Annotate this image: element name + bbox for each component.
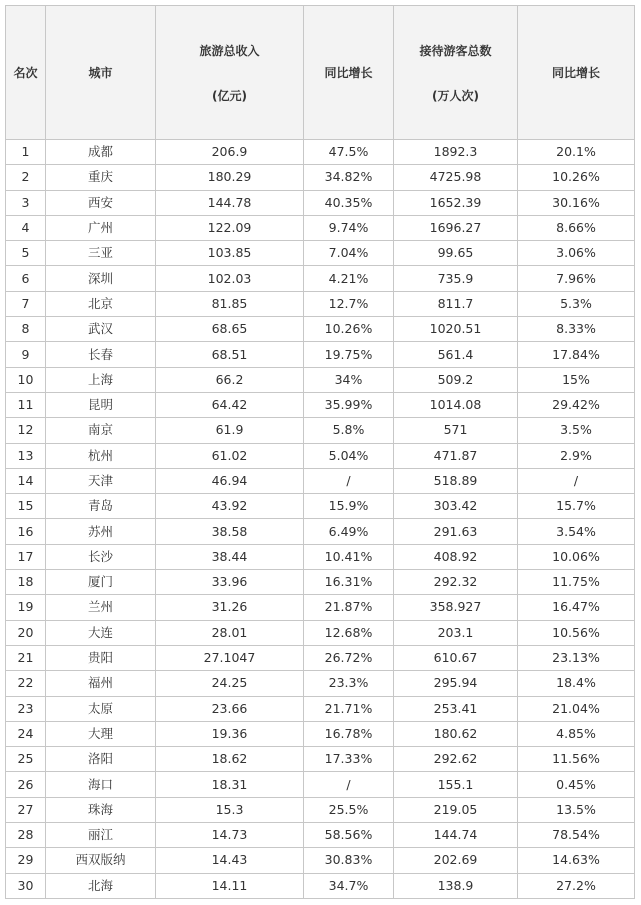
cell-visitors: 471.87 bbox=[394, 443, 518, 468]
cell-visitors: 203.1 bbox=[394, 620, 518, 645]
cell-revenue: 103.85 bbox=[156, 241, 304, 266]
table-row bbox=[6, 215, 635, 240]
cell-rank: 5 bbox=[6, 241, 46, 266]
cell-visitors: 292.32 bbox=[394, 570, 518, 595]
cell-revenue: 81.85 bbox=[156, 291, 304, 316]
header-visitors-label: 接待游客总数 bbox=[419, 43, 492, 58]
cell-city: 福州 bbox=[46, 671, 156, 696]
cell-visitors: 291.63 bbox=[394, 519, 518, 544]
cell-visitors: 295.94 bbox=[394, 671, 518, 696]
cell-visitors-growth: 3.5% bbox=[518, 418, 635, 443]
cell-rank: 3 bbox=[6, 190, 46, 215]
table-row bbox=[6, 823, 635, 848]
table-row bbox=[6, 797, 635, 822]
table-row bbox=[6, 241, 635, 266]
table-row bbox=[6, 190, 635, 215]
cell-city: 西安 bbox=[46, 190, 156, 215]
cell-revenue-growth: 34.7% bbox=[304, 873, 394, 898]
table-row bbox=[6, 317, 635, 342]
cell-city: 大理 bbox=[46, 721, 156, 746]
cell-revenue-growth: 12.68% bbox=[304, 620, 394, 645]
cell-city: 丽江 bbox=[46, 823, 156, 848]
header-rank: 名次 bbox=[6, 6, 46, 140]
cell-revenue: 66.2 bbox=[156, 367, 304, 392]
cell-revenue-growth: 12.7% bbox=[304, 291, 394, 316]
cell-revenue: 24.25 bbox=[156, 671, 304, 696]
cell-rank: 19 bbox=[6, 595, 46, 620]
cell-rank: 30 bbox=[6, 873, 46, 898]
cell-visitors-growth: 17.84% bbox=[518, 342, 635, 367]
cell-city: 三亚 bbox=[46, 241, 156, 266]
cell-revenue-growth: 10.41% bbox=[304, 544, 394, 569]
cell-rank: 4 bbox=[6, 215, 46, 240]
cell-revenue: 14.11 bbox=[156, 873, 304, 898]
cell-revenue: 68.51 bbox=[156, 342, 304, 367]
cell-rank: 18 bbox=[6, 570, 46, 595]
cell-revenue-growth: 25.5% bbox=[304, 797, 394, 822]
cell-city: 北京 bbox=[46, 291, 156, 316]
cell-city: 长沙 bbox=[46, 544, 156, 569]
header-visitors-growth: 同比增长 bbox=[518, 6, 635, 140]
cell-visitors: 303.42 bbox=[394, 494, 518, 519]
cell-revenue: 15.3 bbox=[156, 797, 304, 822]
cell-visitors-growth: 10.06% bbox=[518, 544, 635, 569]
cell-revenue: 68.65 bbox=[156, 317, 304, 342]
cell-visitors: 155.1 bbox=[394, 772, 518, 797]
cell-revenue: 61.02 bbox=[156, 443, 304, 468]
cell-rank: 11 bbox=[6, 392, 46, 417]
table-row bbox=[6, 848, 635, 873]
cell-revenue: 28.01 bbox=[156, 620, 304, 645]
cell-visitors-growth: 10.56% bbox=[518, 620, 635, 645]
cell-visitors: 561.4 bbox=[394, 342, 518, 367]
cell-visitors-growth: 10.26% bbox=[518, 165, 635, 190]
table-row bbox=[6, 468, 635, 493]
table-row bbox=[6, 165, 635, 190]
cell-revenue-growth: 9.74% bbox=[304, 215, 394, 240]
cell-visitors: 253.41 bbox=[394, 696, 518, 721]
table-row bbox=[6, 291, 635, 316]
cell-city: 兰州 bbox=[46, 595, 156, 620]
cell-revenue: 38.44 bbox=[156, 544, 304, 569]
cell-visitors-growth: / bbox=[518, 468, 635, 493]
cell-city: 广州 bbox=[46, 215, 156, 240]
cell-rank: 22 bbox=[6, 671, 46, 696]
cell-visitors-growth: 20.1% bbox=[518, 140, 635, 165]
cell-visitors-growth: 16.47% bbox=[518, 595, 635, 620]
table-header bbox=[6, 6, 635, 140]
cell-rank: 14 bbox=[6, 468, 46, 493]
cell-visitors-growth: 2.9% bbox=[518, 443, 635, 468]
cell-city: 重庆 bbox=[46, 165, 156, 190]
cell-city: 西双版纳 bbox=[46, 848, 156, 873]
cell-visitors-growth: 8.33% bbox=[518, 317, 635, 342]
cell-city: 成都 bbox=[46, 140, 156, 165]
cell-city: 海口 bbox=[46, 772, 156, 797]
table-row bbox=[6, 570, 635, 595]
cell-revenue-growth: 6.49% bbox=[304, 519, 394, 544]
cell-visitors-growth: 21.04% bbox=[518, 696, 635, 721]
cell-city: 大连 bbox=[46, 620, 156, 645]
cell-revenue: 102.03 bbox=[156, 266, 304, 291]
table-row bbox=[6, 747, 635, 772]
table-row bbox=[6, 595, 635, 620]
cell-revenue-growth: 5.8% bbox=[304, 418, 394, 443]
cell-revenue: 18.31 bbox=[156, 772, 304, 797]
cell-visitors: 358.927 bbox=[394, 595, 518, 620]
cell-rank: 12 bbox=[6, 418, 46, 443]
table-row bbox=[6, 342, 635, 367]
cell-visitors-growth: 13.5% bbox=[518, 797, 635, 822]
cell-rank: 20 bbox=[6, 620, 46, 645]
cell-revenue-growth: 21.71% bbox=[304, 696, 394, 721]
cell-revenue: 43.92 bbox=[156, 494, 304, 519]
cell-revenue: 31.26 bbox=[156, 595, 304, 620]
cell-rank: 26 bbox=[6, 772, 46, 797]
cell-city: 深圳 bbox=[46, 266, 156, 291]
cell-revenue-growth: / bbox=[304, 772, 394, 797]
cell-city: 武汉 bbox=[46, 317, 156, 342]
table-row bbox=[6, 873, 635, 898]
cell-rank: 15 bbox=[6, 494, 46, 519]
cell-visitors-growth: 3.06% bbox=[518, 241, 635, 266]
cell-rank: 29 bbox=[6, 848, 46, 873]
cell-revenue: 206.9 bbox=[156, 140, 304, 165]
cell-revenue-growth: 16.31% bbox=[304, 570, 394, 595]
header-visitors-unit: (万人次) bbox=[432, 88, 479, 103]
cell-rank: 9 bbox=[6, 342, 46, 367]
cell-visitors-growth: 18.4% bbox=[518, 671, 635, 696]
cell-visitors: 1020.51 bbox=[394, 317, 518, 342]
cell-visitors-growth: 29.42% bbox=[518, 392, 635, 417]
header-visitors bbox=[394, 6, 518, 140]
cell-visitors: 180.62 bbox=[394, 721, 518, 746]
header-city: 城市 bbox=[46, 6, 156, 140]
header-revenue-growth: 同比增长 bbox=[304, 6, 394, 140]
table-row bbox=[6, 671, 635, 696]
cell-visitors: 1696.27 bbox=[394, 215, 518, 240]
cell-revenue: 27.1047 bbox=[156, 645, 304, 670]
cell-revenue-growth: / bbox=[304, 468, 394, 493]
cell-rank: 27 bbox=[6, 797, 46, 822]
cell-city: 苏州 bbox=[46, 519, 156, 544]
cell-visitors-growth: 11.75% bbox=[518, 570, 635, 595]
table-row bbox=[6, 443, 635, 468]
tourism-ranking-table bbox=[5, 5, 635, 899]
table-row bbox=[6, 696, 635, 721]
cell-revenue-growth: 15.9% bbox=[304, 494, 394, 519]
table-row bbox=[6, 645, 635, 670]
header-revenue-label: 旅游总收入 bbox=[199, 43, 260, 58]
cell-visitors: 518.89 bbox=[394, 468, 518, 493]
cell-revenue-growth: 34.82% bbox=[304, 165, 394, 190]
cell-visitors-growth: 7.96% bbox=[518, 266, 635, 291]
table-body bbox=[6, 140, 635, 899]
cell-visitors-growth: 3.54% bbox=[518, 519, 635, 544]
cell-revenue: 23.66 bbox=[156, 696, 304, 721]
cell-revenue-growth: 19.75% bbox=[304, 342, 394, 367]
cell-visitors-growth: 14.63% bbox=[518, 848, 635, 873]
table-row bbox=[6, 544, 635, 569]
cell-revenue-growth: 40.35% bbox=[304, 190, 394, 215]
cell-revenue: 144.78 bbox=[156, 190, 304, 215]
table-row bbox=[6, 494, 635, 519]
cell-revenue-growth: 17.33% bbox=[304, 747, 394, 772]
header-revenue-unit: (亿元) bbox=[212, 88, 247, 103]
cell-visitors-growth: 30.16% bbox=[518, 190, 635, 215]
cell-rank: 6 bbox=[6, 266, 46, 291]
table-row bbox=[6, 140, 635, 165]
cell-city: 上海 bbox=[46, 367, 156, 392]
cell-city: 杭州 bbox=[46, 443, 156, 468]
cell-visitors: 1014.08 bbox=[394, 392, 518, 417]
cell-revenue-growth: 23.3% bbox=[304, 671, 394, 696]
cell-rank: 23 bbox=[6, 696, 46, 721]
cell-rank: 21 bbox=[6, 645, 46, 670]
header-row bbox=[6, 6, 635, 140]
cell-city: 洛阳 bbox=[46, 747, 156, 772]
cell-visitors-growth: 8.66% bbox=[518, 215, 635, 240]
ranking-table-container bbox=[5, 5, 635, 899]
cell-visitors: 138.9 bbox=[394, 873, 518, 898]
cell-rank: 16 bbox=[6, 519, 46, 544]
cell-visitors-growth: 15% bbox=[518, 367, 635, 392]
cell-visitors: 202.69 bbox=[394, 848, 518, 873]
cell-city: 厦门 bbox=[46, 570, 156, 595]
cell-revenue-growth: 5.04% bbox=[304, 443, 394, 468]
cell-rank: 2 bbox=[6, 165, 46, 190]
cell-revenue: 46.94 bbox=[156, 468, 304, 493]
cell-visitors-growth: 27.2% bbox=[518, 873, 635, 898]
cell-visitors: 4725.98 bbox=[394, 165, 518, 190]
table-row bbox=[6, 392, 635, 417]
cell-revenue-growth: 30.83% bbox=[304, 848, 394, 873]
cell-city: 昆明 bbox=[46, 392, 156, 417]
cell-revenue: 19.36 bbox=[156, 721, 304, 746]
cell-revenue: 18.62 bbox=[156, 747, 304, 772]
cell-revenue: 14.43 bbox=[156, 848, 304, 873]
cell-visitors-growth: 78.54% bbox=[518, 823, 635, 848]
cell-rank: 7 bbox=[6, 291, 46, 316]
cell-visitors: 144.74 bbox=[394, 823, 518, 848]
cell-revenue-growth: 10.26% bbox=[304, 317, 394, 342]
cell-rank: 10 bbox=[6, 367, 46, 392]
cell-revenue-growth: 4.21% bbox=[304, 266, 394, 291]
table-row bbox=[6, 266, 635, 291]
cell-revenue: 33.96 bbox=[156, 570, 304, 595]
cell-visitors-growth: 0.45% bbox=[518, 772, 635, 797]
cell-revenue: 122.09 bbox=[156, 215, 304, 240]
cell-visitors: 1652.39 bbox=[394, 190, 518, 215]
cell-rank: 28 bbox=[6, 823, 46, 848]
cell-visitors: 408.92 bbox=[394, 544, 518, 569]
cell-visitors-growth: 11.56% bbox=[518, 747, 635, 772]
cell-revenue-growth: 35.99% bbox=[304, 392, 394, 417]
cell-city: 青岛 bbox=[46, 494, 156, 519]
cell-revenue-growth: 34% bbox=[304, 367, 394, 392]
table-row bbox=[6, 620, 635, 645]
cell-revenue-growth: 21.87% bbox=[304, 595, 394, 620]
cell-city: 南京 bbox=[46, 418, 156, 443]
cell-revenue: 180.29 bbox=[156, 165, 304, 190]
cell-visitors: 610.67 bbox=[394, 645, 518, 670]
cell-revenue: 64.42 bbox=[156, 392, 304, 417]
cell-revenue: 61.9 bbox=[156, 418, 304, 443]
header-revenue bbox=[156, 6, 304, 140]
cell-visitors: 509.2 bbox=[394, 367, 518, 392]
cell-city: 太原 bbox=[46, 696, 156, 721]
cell-revenue-growth: 7.04% bbox=[304, 241, 394, 266]
table-row bbox=[6, 772, 635, 797]
cell-revenue: 38.58 bbox=[156, 519, 304, 544]
table-row bbox=[6, 367, 635, 392]
cell-visitors: 811.7 bbox=[394, 291, 518, 316]
cell-visitors-growth: 15.7% bbox=[518, 494, 635, 519]
cell-visitors: 735.9 bbox=[394, 266, 518, 291]
cell-visitors-growth: 23.13% bbox=[518, 645, 635, 670]
cell-visitors: 1892.3 bbox=[394, 140, 518, 165]
cell-rank: 13 bbox=[6, 443, 46, 468]
cell-rank: 25 bbox=[6, 747, 46, 772]
cell-rank: 1 bbox=[6, 140, 46, 165]
table-row bbox=[6, 418, 635, 443]
cell-revenue-growth: 47.5% bbox=[304, 140, 394, 165]
cell-revenue-growth: 16.78% bbox=[304, 721, 394, 746]
cell-revenue-growth: 26.72% bbox=[304, 645, 394, 670]
cell-city: 珠海 bbox=[46, 797, 156, 822]
cell-revenue-growth: 58.56% bbox=[304, 823, 394, 848]
cell-city: 天津 bbox=[46, 468, 156, 493]
cell-visitors: 571 bbox=[394, 418, 518, 443]
cell-visitors: 219.05 bbox=[394, 797, 518, 822]
cell-rank: 17 bbox=[6, 544, 46, 569]
cell-visitors: 99.65 bbox=[394, 241, 518, 266]
cell-rank: 24 bbox=[6, 721, 46, 746]
cell-rank: 8 bbox=[6, 317, 46, 342]
cell-visitors-growth: 4.85% bbox=[518, 721, 635, 746]
cell-city: 长春 bbox=[46, 342, 156, 367]
table-row bbox=[6, 519, 635, 544]
cell-city: 贵阳 bbox=[46, 645, 156, 670]
cell-visitors: 292.62 bbox=[394, 747, 518, 772]
cell-visitors-growth: 5.3% bbox=[518, 291, 635, 316]
cell-revenue: 14.73 bbox=[156, 823, 304, 848]
table-row bbox=[6, 721, 635, 746]
cell-city: 北海 bbox=[46, 873, 156, 898]
